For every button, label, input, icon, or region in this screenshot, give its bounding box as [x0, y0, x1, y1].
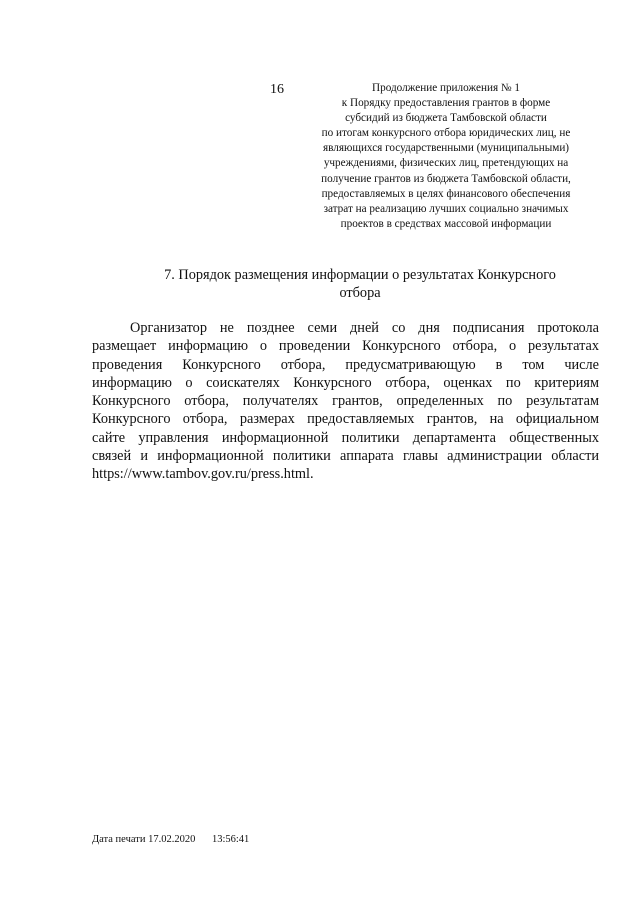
body-line: Организатор не позднее семи дней со дня подписания протокола [130, 320, 599, 336]
body-line-url: https://www.tambov.gov.ru/press.html. [92, 466, 314, 483]
body-line: связей и информационной политики аппарата главы администрации области [92, 448, 599, 465]
appendix-header-line: субсидий из бюджета Тамбовской области [345, 112, 547, 125]
appendix-header-line: являющихся государственными (муниципальными) [322, 142, 570, 155]
body-line: Конкурсного отбора, получателях грантов, определенных по результатам [92, 393, 599, 410]
body-line: сайте управления информационной политики департамента общественных [92, 429, 599, 446]
print-date-label: Дата печати 17.02.2020 [92, 834, 196, 845]
body-line: информацию о соискателях Конкурсного отбора, оценках по критериям [92, 374, 599, 391]
appendix-header-line: Продолжение приложения № 1 [372, 82, 520, 94]
body-paragraph [92, 319, 599, 484]
section-title [100, 266, 620, 302]
body-line: Конкурсного отбора, размерах предоставляемых грантов, на официальном [92, 411, 599, 428]
appendix-header-line: проектов в средствах массовой информации [340, 217, 552, 230]
section-title-line: отбора [339, 285, 381, 301]
print-time: 13:56:41 [211, 834, 250, 845]
appendix-header-line: по итогам конкурсного отбора юридических лиц, не [321, 127, 571, 140]
print-date-footer [92, 834, 249, 845]
appendix-header-line: к Порядку предоставления грантов в форме [341, 97, 551, 110]
appendix-header-line: предоставляемых в целях финансового обеспечения [321, 187, 571, 200]
appendix-header-line: затрат на реализацию лучших социально значимых [323, 202, 569, 215]
body-line: проведения Конкурсного отбора, предусматривающую в том числе [92, 356, 599, 373]
appendix-header [296, 81, 596, 232]
appendix-header-line: получение грантов из бюджета Тамбовской области, [321, 172, 571, 185]
page-number: 16 [270, 82, 284, 97]
section-title-line: 7. Порядок размещения информации о результатах Конкурсного [164, 267, 556, 283]
body-line: размещает информацию о проведении Конкурсного отбора, о результатах [92, 338, 599, 355]
appendix-header-line: учреждениями, физических лиц, претендующих на [323, 157, 569, 170]
